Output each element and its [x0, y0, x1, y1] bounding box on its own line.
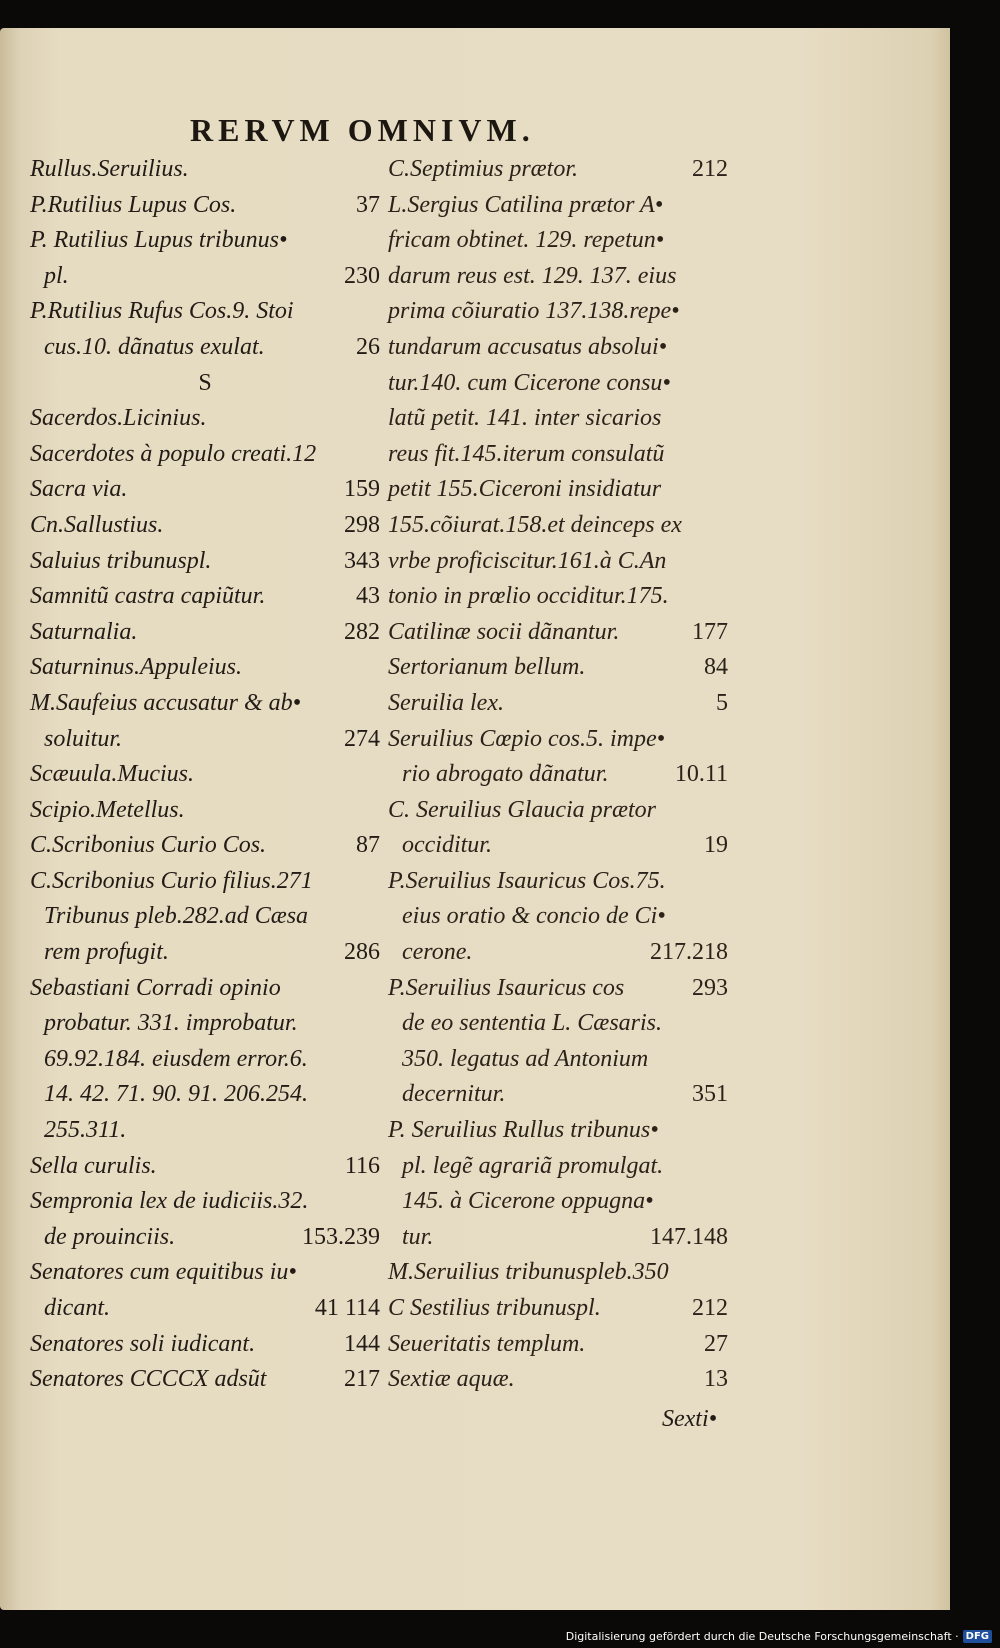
entry-text: vrbe proficiscitur.161.à C.An	[388, 547, 667, 574]
index-entry	[30, 259, 380, 295]
entry-text: petit 155.Ciceroni insidiatur	[388, 476, 662, 503]
index-entry	[30, 1113, 380, 1149]
entry-text: P.Rutilius Lupus Cos.	[30, 191, 237, 218]
entry-text: Cn.Sallustius.	[30, 511, 164, 538]
index-entry	[388, 650, 728, 686]
entry-text: de prouinciis.	[44, 1223, 176, 1250]
index-entry	[388, 437, 728, 473]
entry-text: Sella curulis.	[30, 1152, 157, 1179]
entry-text: decernitur.	[402, 1081, 506, 1108]
entry-text: 350. legatus ad Antonium	[402, 1045, 649, 1072]
index-entry	[388, 544, 728, 580]
entry-page-number: 159	[344, 476, 380, 503]
entry-text: L.Sergius Catilina prætor A•	[388, 191, 664, 218]
index-entry	[30, 401, 380, 437]
entry-page-number: 217	[344, 1366, 380, 1393]
entry-text: Seueritatis templum.	[388, 1330, 586, 1357]
entry-text: C Sestilius tribunuspl.	[388, 1295, 601, 1321]
entry-page-number: 351	[692, 1081, 728, 1108]
index-entry	[30, 864, 380, 900]
entry-text: M.Saufeius accusatur & ab•	[30, 689, 302, 716]
entry-text: Saturnalia.	[30, 618, 138, 645]
entry-text: 69.92.184. eiusdem error.6.	[44, 1045, 308, 1072]
index-entry	[388, 259, 728, 295]
entry-text: Samnitũ castra capiũtur.	[30, 583, 266, 610]
index-entry	[30, 1006, 380, 1042]
index-entry	[30, 1149, 380, 1185]
index-entry	[30, 1184, 380, 1220]
entry-page-number: 84	[704, 654, 728, 681]
index-entry	[388, 1113, 728, 1149]
entry-text: probatur. 331. improbatur.	[44, 1010, 298, 1037]
index-entry	[30, 1327, 380, 1363]
index-entry	[30, 1077, 380, 1113]
entry-text: S	[198, 369, 212, 396]
entry-text: tonio in prœlio occiditur.175.	[388, 583, 669, 610]
entry-page-number: 43	[356, 583, 380, 610]
index-entry	[388, 152, 728, 188]
index-entry	[388, 1042, 728, 1078]
entry-text: darum reus est. 129. 137. eius	[388, 262, 677, 289]
index-entry	[388, 757, 728, 793]
entry-page-number: 298	[344, 511, 380, 538]
entry-text: pl. legẽ agrariã promulgat.	[402, 1152, 664, 1179]
index-entry	[388, 1220, 728, 1256]
index-entry	[388, 401, 728, 437]
entry-text: P.Rutilius Rufus Cos.9. Stoi	[30, 298, 294, 325]
entry-page-number: 5	[716, 689, 728, 716]
entry-text: Sacerdos.Licinius.	[30, 405, 207, 432]
index-entry	[388, 1327, 728, 1363]
entry-text: M.Seruilius tribunuspleb.350	[388, 1259, 669, 1286]
entry-text: P. Rutilius Lupus tribunus•	[30, 227, 288, 254]
index-entry	[388, 793, 728, 829]
entry-text: tundarum accusatus absolui•	[388, 333, 668, 360]
entry-text: reus fit.145.iterum consulatũ	[388, 440, 665, 467]
entry-page-number: 293	[692, 974, 728, 1001]
index-entry	[388, 1184, 728, 1220]
entry-text: pl.	[44, 262, 69, 289]
index-entry	[388, 294, 728, 330]
entry-text: Seruilius Cœpio cos.5. impe•	[388, 725, 666, 752]
index-entry	[388, 579, 728, 615]
entry-text: Sacra via.	[30, 476, 128, 503]
index-entry	[30, 1255, 380, 1291]
footer	[566, 1626, 992, 1646]
entry-page-number: 147.148	[650, 1223, 728, 1250]
catchword: Sexti•	[662, 1406, 718, 1432]
index-entry	[388, 686, 728, 722]
entry-text: de eo sententia L. Cæsaris.	[402, 1010, 663, 1037]
index-entry	[30, 508, 380, 544]
index-entry	[30, 294, 380, 330]
index-entry	[30, 544, 380, 580]
index-entry	[30, 188, 380, 224]
entry-text: rio abrogato dãnatur.	[402, 761, 609, 788]
entry-page-number: 286	[344, 939, 380, 966]
index-entry	[388, 971, 728, 1007]
index-entry	[30, 437, 380, 473]
index-entry	[388, 1077, 728, 1113]
entry-page-number: 144	[344, 1330, 380, 1357]
entry-page-number: 116	[344, 1152, 380, 1179]
index-entry	[30, 152, 380, 188]
index-entry	[30, 330, 380, 366]
entry-text: occiditur.	[402, 832, 492, 859]
entry-text: Saturninus.Appuleius.	[30, 654, 243, 681]
entry-text: Senatores cum equitibus iu•	[30, 1259, 297, 1286]
entry-page-number: 274	[344, 725, 380, 752]
entry-text: eius oratio & concio de Ci•	[402, 903, 666, 930]
index-entry	[30, 757, 380, 793]
index-entry	[30, 579, 380, 615]
entry-text: Senatores CCCCX adsũt	[30, 1366, 267, 1393]
index-entry	[388, 1291, 728, 1327]
entry-page-number: 212	[692, 156, 728, 182]
entry-text: Senatores soli iudicant.	[30, 1330, 256, 1357]
index-entry	[30, 686, 380, 722]
index-entry	[30, 650, 380, 686]
entry-text: 255.311.	[44, 1117, 127, 1144]
index-entry	[388, 722, 728, 758]
index-entry	[388, 899, 728, 935]
index-entry	[388, 472, 728, 508]
entry-text: C.Scribonius Curio filius.271	[30, 867, 313, 894]
entry-text: Scipio.Metellus.	[30, 796, 185, 823]
index-entry	[30, 899, 380, 935]
index-entry	[388, 1255, 728, 1291]
entry-text: tur.140. cum Cicerone consu•	[388, 369, 671, 396]
index-entry	[30, 366, 380, 402]
index-entry	[30, 1362, 380, 1398]
entry-page-number: 19	[704, 832, 728, 859]
entry-page-number: 41 114	[314, 1295, 380, 1321]
index-entry	[388, 508, 728, 544]
entry-page-number: 27	[704, 1330, 728, 1357]
index-entry	[388, 366, 728, 402]
entry-text: Sextiæ aquæ.	[388, 1366, 515, 1393]
entry-text: Sertorianum bellum.	[388, 654, 586, 681]
entry-page-number: 282	[344, 618, 380, 645]
entry-text: P.Seruilius Isauricus cos	[388, 974, 625, 1001]
entry-text: soluitur.	[44, 725, 123, 752]
entry-text: cerone.	[402, 939, 473, 966]
index-entry	[30, 1220, 380, 1256]
entry-text: 14. 42. 71. 90. 91. 206.254.	[44, 1081, 308, 1108]
entry-text: latũ petit. 141. inter sicarios	[388, 405, 662, 432]
index-entry	[30, 828, 380, 864]
entry-text: P.Seruilius Isauricus Cos.75.	[388, 867, 666, 894]
entry-text: tur.	[402, 1223, 434, 1250]
entry-text: dicant.	[44, 1295, 110, 1321]
entry-text: C.Scribonius Curio Cos.	[30, 832, 267, 859]
entry-page-number: 37	[356, 191, 380, 218]
entry-page-number: 10.11	[674, 761, 728, 788]
entry-text: C. Seruilius Glaucia prætor	[388, 796, 657, 823]
entry-page-number: 177	[692, 618, 728, 645]
index-entry	[388, 223, 728, 259]
entry-text: 145. à Cicerone oppugna•	[402, 1188, 654, 1215]
index-entry	[388, 828, 728, 864]
index-entry	[30, 615, 380, 651]
index-entry	[388, 1149, 728, 1185]
index-entry	[388, 1006, 728, 1042]
index-column-right	[388, 152, 728, 1398]
entry-page-number: 87	[356, 832, 380, 859]
entry-page-number: 212	[692, 1295, 728, 1321]
index-entry	[388, 330, 728, 366]
dfg-logo-icon: DFG	[963, 1630, 992, 1643]
entry-page-number: 217.218	[650, 939, 728, 966]
index-entry	[388, 864, 728, 900]
index-entry	[30, 971, 380, 1007]
index-entry	[30, 1042, 380, 1078]
entry-text: fricam obtinet. 129. repetun•	[388, 227, 665, 254]
entry-text: Sempronia lex de iudiciis.32.	[30, 1188, 309, 1215]
entry-page-number: 230	[344, 262, 380, 289]
footer-text: Digitalisierung gefördert durch die Deutsche Forschungsgemeinschaft ·	[565, 1629, 959, 1643]
entry-text: Scæuula.Mucius.	[30, 761, 194, 788]
index-entry	[388, 188, 728, 224]
index-entry	[30, 722, 380, 758]
index-entry	[388, 1362, 728, 1398]
entry-text: rem profugit.	[44, 939, 169, 966]
entry-page-number: 153.239	[302, 1223, 380, 1250]
index-entry	[30, 223, 380, 259]
index-entry	[30, 935, 380, 971]
entry-text: Catilinæ socii dãnantur.	[388, 618, 620, 645]
entry-text: C.Septimius prætor.	[388, 156, 579, 182]
index-entry	[388, 615, 728, 651]
entry-page-number: 13	[704, 1366, 728, 1393]
index-entry	[388, 935, 728, 971]
entry-text: Seruilia lex.	[388, 689, 504, 716]
entry-text: P. Seruilius Rullus tribunus•	[388, 1117, 659, 1144]
index-entry	[30, 1291, 380, 1327]
index-entry	[30, 793, 380, 829]
entry-text: Sacerdotes à populo creati.12	[30, 440, 317, 467]
index-entry	[30, 472, 380, 508]
entry-text: Saluius tribunuspl.	[30, 547, 212, 574]
entry-text: Tribunus pleb.282.ad Cæsa	[44, 903, 309, 930]
entry-text: prima cõiuratio 137.138.repe•	[388, 298, 680, 325]
entry-page-number: 26	[356, 333, 380, 360]
entry-text: Rullus.Seruilius.	[30, 156, 189, 182]
entry-text: cus.10. dãnatus exulat.	[44, 333, 265, 360]
index-column-left	[30, 152, 380, 1398]
page-title: RERVM OMNIVM.	[190, 112, 535, 148]
entry-text: Sebastiani Corradi opinio	[30, 974, 281, 1001]
entry-text: 155.cõiurat.158.et deinceps ex	[388, 511, 682, 538]
entry-page-number: 343	[344, 547, 380, 574]
